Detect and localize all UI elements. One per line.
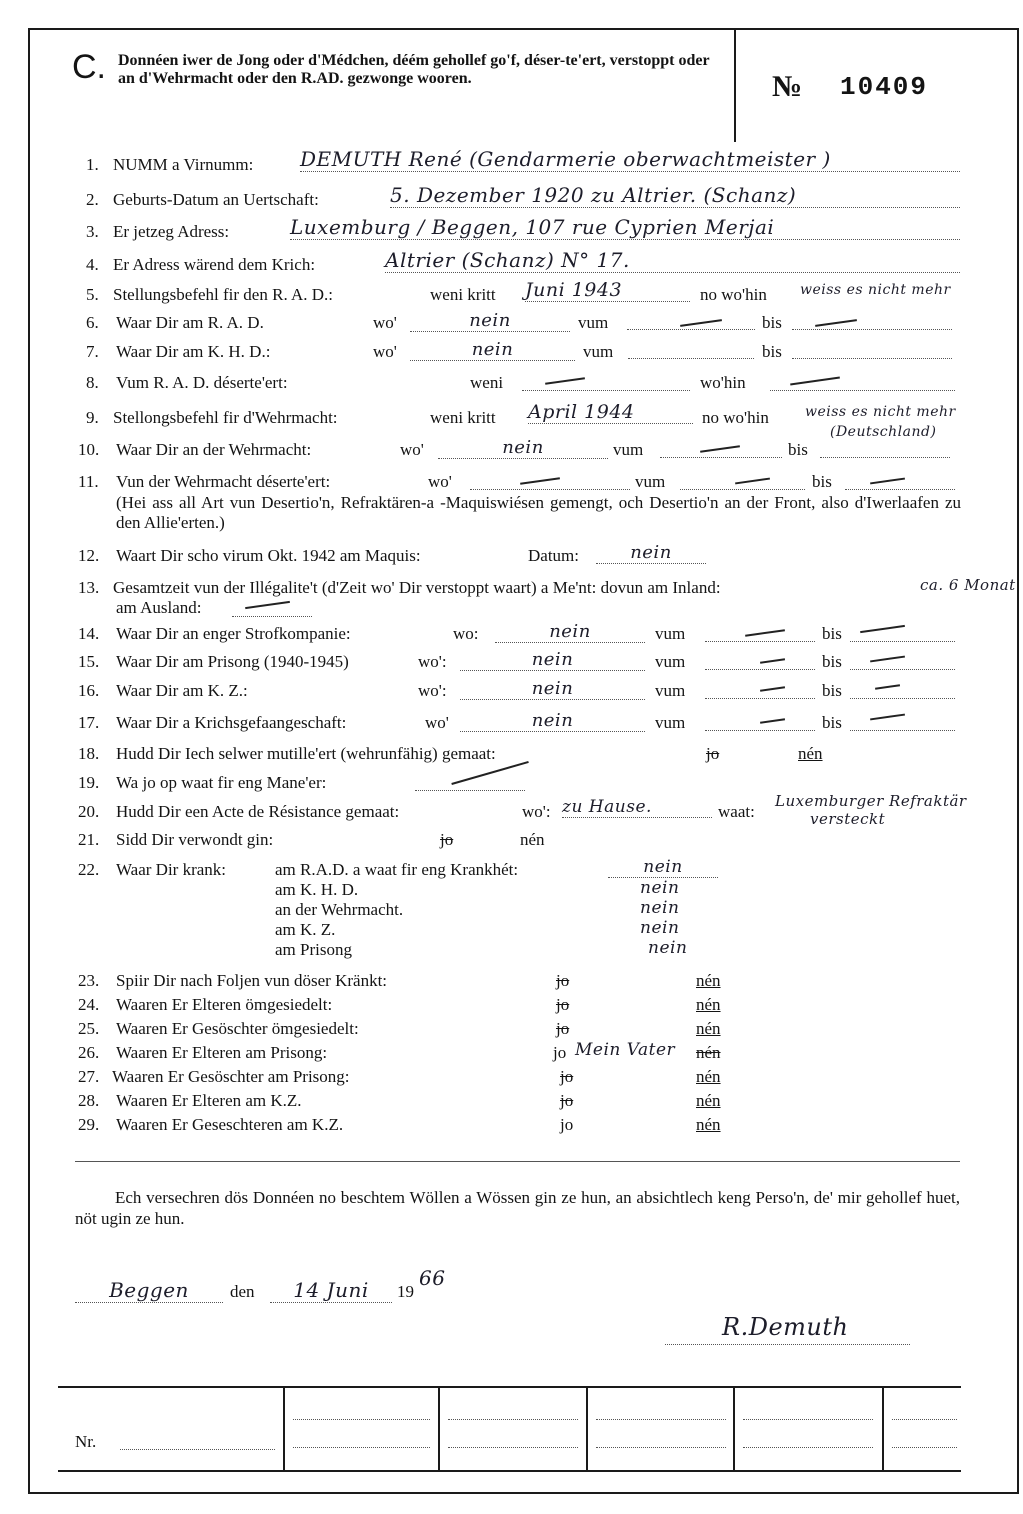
illegality-abroad[interactable] xyxy=(232,612,312,617)
prison-to[interactable] xyxy=(850,665,955,670)
bis-label: bis xyxy=(762,342,782,361)
field-label-sick: Waar Dir krank: xyxy=(116,860,227,879)
bottom-box-divider xyxy=(882,1388,884,1470)
prison-from[interactable] xyxy=(705,665,815,670)
bottom-field[interactable] xyxy=(596,1446,726,1448)
den-label: den xyxy=(230,1282,255,1301)
option-jo[interactable]: jo xyxy=(553,1043,567,1062)
field-label-name: NUMM a Virnumm: xyxy=(113,155,254,174)
signature-date[interactable]: 14 Juni xyxy=(270,1278,392,1303)
bottom-box-divider xyxy=(283,1388,285,1470)
resistance-what[interactable]: Luxemburger Refraktär xyxy=(775,792,967,810)
wo-label: wo': xyxy=(418,681,447,700)
option-jo[interactable]: jo xyxy=(440,830,454,849)
datum-label: Datum: xyxy=(528,546,579,565)
wehrmacht-to[interactable] xyxy=(820,453,950,458)
row-number: 21. xyxy=(78,830,100,849)
penal-company-from[interactable] xyxy=(705,637,815,642)
sick-sub-label: am R.A.D. a waat fir eng Krankhét: xyxy=(275,860,519,879)
field-label-consequences: Spiir Dir nach Foljen vun döser Kränkt: xyxy=(116,971,388,990)
sick-sub-value[interactable]: nein xyxy=(640,898,680,918)
field-label-self-mutilation: Hudd Dir Iech selwer mutille'ert (wehrunfähig) gemaat: xyxy=(116,744,496,763)
rad-where[interactable]: nein xyxy=(410,310,570,332)
vum-label: vum xyxy=(578,313,609,332)
sick-sub-value[interactable]: nein xyxy=(640,918,680,938)
row-number: 18. xyxy=(78,744,100,763)
weni-label: weni kritt xyxy=(430,285,496,304)
wehrmacht-from[interactable] xyxy=(660,453,782,458)
rad-order-date[interactable]: Juni 1943 xyxy=(525,279,690,302)
field-label-rad-desert: Vum R. A. D. déserte'ert: xyxy=(116,373,288,392)
bis-label: bis xyxy=(788,440,808,459)
year-prefix: 19 xyxy=(397,1282,414,1301)
wo-label: wo' xyxy=(373,342,397,361)
row-number: 6. xyxy=(86,313,99,332)
bottom-box-bottom xyxy=(58,1470,961,1472)
field-label-pow: Waar Dir a Krichsgefaangeschaft: xyxy=(116,713,347,732)
option-jo[interactable]: jo xyxy=(560,1115,574,1134)
bottom-box-top xyxy=(58,1386,961,1388)
field-value-name[interactable]: DEMUTH René (Gendarmerie oberwachtmeister ) xyxy=(300,147,960,172)
weni-label: weni kritt xyxy=(430,408,496,427)
field-label-siblings-kz: Waaren Er Geseschteren am K.Z. xyxy=(116,1115,344,1134)
option-jo[interactable]: jo xyxy=(706,744,720,763)
option-nen[interactable]: nén xyxy=(696,971,721,990)
field-label-parents-resettled: Waaren Er Elteren ömgesiedelt: xyxy=(116,995,333,1014)
prison-where[interactable]: nein xyxy=(460,649,645,671)
maquis-date[interactable]: nein xyxy=(596,542,706,564)
row-number: 5. xyxy=(86,285,99,304)
kz-to[interactable] xyxy=(850,694,955,699)
option-jo[interactable]: jo xyxy=(560,1067,574,1086)
resistance-what-detail[interactable]: versteckt xyxy=(810,810,886,828)
nr-label: Nr. xyxy=(75,1432,97,1451)
bottom-field[interactable] xyxy=(892,1446,957,1448)
sick-sub-label: an der Wehrmacht. xyxy=(275,900,404,919)
section-divider xyxy=(75,1161,960,1162)
field-label-war-address: Er Adress wärend dem Krich: xyxy=(113,255,316,274)
field-label-kz: Waar Dir am K. Z.: xyxy=(116,681,248,700)
wo-label: wo' xyxy=(400,440,424,459)
rad-order-place[interactable]: weiss es nicht mehr xyxy=(800,282,951,298)
bottom-field[interactable] xyxy=(596,1418,726,1420)
bottom-field[interactable] xyxy=(743,1446,873,1448)
row-number: 29. xyxy=(78,1115,100,1134)
field-label-illegality: Gesamtzeit vun der Illégalite't (d'Zeit wo' Dir verstoppt waart) a Me'nt: dovun am Inland: xyxy=(113,578,721,597)
option-nen[interactable]: nén xyxy=(696,1091,721,1110)
field-label-manner: Wa jo op waat fir eng Mane'er: xyxy=(116,773,327,792)
signature-place[interactable]: Beggen xyxy=(75,1278,223,1303)
vum-label: vum xyxy=(613,440,644,459)
wo-label: wo' xyxy=(373,313,397,332)
wo-label: wo' xyxy=(425,713,449,732)
number-symbol: № xyxy=(772,70,803,103)
form-title: Donnéen iwer de Jong oder d'Médchen, déém gehollef go'f, déser-te'ert, verstoppt oder an d'Wehrmacht oder den R.AD. gezwonge wooren. xyxy=(118,52,710,87)
wo-label: wo: xyxy=(453,624,479,643)
field-label-parents-kz: Waaren Er Elteren am K.Z. xyxy=(116,1091,302,1110)
field-label-resistance: Hudd Dir een Acte de Résistance gemaat: xyxy=(116,802,400,821)
option-jo[interactable]: jo xyxy=(560,1091,574,1110)
kz-where[interactable]: nein xyxy=(460,678,645,700)
field-label-siblings-resettled: Waaren Er Gesöschter ömgesiedelt: xyxy=(116,1019,359,1038)
kz-from[interactable] xyxy=(705,694,815,699)
row-number: 2. xyxy=(86,190,99,209)
pow-to[interactable] xyxy=(850,726,955,731)
vum-label: vum xyxy=(583,342,614,361)
option-nen[interactable]: nén xyxy=(696,1019,721,1038)
field-label-rad-order: Stellungsbefehl fir den R. A. D.: xyxy=(113,285,334,304)
row-number: 17. xyxy=(78,713,100,732)
pow-from[interactable] xyxy=(705,726,815,731)
section-letter: C. xyxy=(72,48,106,86)
row-number: 12. xyxy=(78,546,100,565)
bis-label: bis xyxy=(822,681,842,700)
wehrmacht-order-date[interactable]: April 1944 xyxy=(528,401,693,424)
wehrmacht-desert-where[interactable] xyxy=(470,485,630,490)
option-nen[interactable]: nén xyxy=(696,995,721,1014)
field-label-birth: Geburts-Datum an Uertschaft: xyxy=(113,190,319,209)
bottom-field[interactable] xyxy=(448,1446,578,1448)
bis-label: bis xyxy=(822,624,842,643)
weni-label: weni xyxy=(470,373,504,392)
row-number: 26. xyxy=(78,1043,100,1062)
pow-where[interactable]: nein xyxy=(460,710,645,732)
wo-label: wo': xyxy=(522,802,551,821)
vum-label: vum xyxy=(655,713,686,732)
parents-prison-note[interactable]: Mein Vater xyxy=(575,1040,676,1060)
vum-label: vum xyxy=(655,681,686,700)
field-label-khd: Waar Dir am K. H. D.: xyxy=(116,342,271,361)
field-label-maquis: Waart Dir scho virum Okt. 1942 am Maquis: xyxy=(116,546,421,565)
option-nen[interactable]: nén xyxy=(696,1043,721,1062)
wehrmacht-order-place[interactable]: weiss es nicht mehr xyxy=(805,404,956,420)
option-nen[interactable]: nén xyxy=(696,1067,721,1086)
row-number: 10. xyxy=(78,440,100,459)
bis-label: bis xyxy=(822,713,842,732)
field-label-penal-company: Waar Dir an enger Strofkompanie: xyxy=(116,624,351,643)
row-number: 25. xyxy=(78,1019,100,1038)
row-number: 23. xyxy=(78,971,100,990)
row-number: 22. xyxy=(78,860,100,879)
penal-company-to[interactable] xyxy=(850,637,955,642)
bottom-field[interactable] xyxy=(293,1418,430,1420)
wehrmacht-where[interactable]: nein xyxy=(438,437,608,459)
bottom-box-divider xyxy=(733,1388,735,1470)
row-number: 16. xyxy=(78,681,100,700)
row-number: 28. xyxy=(78,1091,100,1110)
nr-field[interactable] xyxy=(120,1448,275,1450)
row-number: 19. xyxy=(78,773,100,792)
wehrmacht-desert-to[interactable] xyxy=(845,485,955,490)
sick-sub-label: am K. Z. xyxy=(275,920,336,939)
field-label-wehrmacht-order: Stellongsbefehl fir d'Wehrmacht: xyxy=(113,408,338,427)
field-label-wounded: Sidd Dir verwondt gin: xyxy=(116,830,274,849)
sick-sub-value[interactable]: nein xyxy=(608,857,718,878)
field-label-wehrmacht: Waar Dir an der Wehrmacht: xyxy=(116,440,312,459)
penal-company-where[interactable]: nein xyxy=(495,621,645,643)
khd-where[interactable]: nein xyxy=(410,339,575,361)
wohin-label: no wo'hin xyxy=(702,408,769,427)
row-number: 1. xyxy=(86,155,99,174)
wohin-label: no wo'hin xyxy=(700,285,767,304)
header-divider xyxy=(734,30,736,142)
row-number: 7. xyxy=(86,342,99,361)
option-jo[interactable]: jo xyxy=(556,995,570,1014)
row-number: 11. xyxy=(78,472,99,491)
option-nen[interactable]: nén xyxy=(696,1115,721,1134)
field-value-address[interactable]: Luxemburg / Beggen, 107 rue Cyprien Merjai xyxy=(290,215,960,240)
bottom-box-divider xyxy=(586,1388,588,1470)
bottom-box-divider xyxy=(438,1388,440,1470)
sick-sub-value[interactable]: nein xyxy=(648,938,688,958)
row-number: 9. xyxy=(86,408,99,427)
row-number: 15. xyxy=(78,652,100,671)
declaration-text: Ech versechren dös Donnéen no beschtem Wöllen a Wössen gin ze hun, an absichtlech keng Perso'n, de' mir gehollef huet, nöt ugin ze hun. xyxy=(75,1188,960,1228)
rad-from[interactable] xyxy=(627,325,755,330)
bis-label: bis xyxy=(762,313,782,332)
waat-label: waat: xyxy=(718,802,755,821)
form-number: 10409 xyxy=(840,72,929,102)
sick-sub-label: am Prisong xyxy=(275,940,352,959)
field-label-siblings-prison: Waaren Er Gesöschter am Prisong: xyxy=(112,1067,350,1086)
bis-label: bis xyxy=(812,472,832,491)
option-nen[interactable]: nén xyxy=(520,830,545,849)
row-number: 8. xyxy=(86,373,99,392)
rad-desert-date[interactable] xyxy=(522,386,690,391)
wehrmacht-desert-from[interactable] xyxy=(680,485,805,490)
field-value-war-address[interactable]: Altrier (Schanz) N° 17. xyxy=(385,248,960,273)
vum-label: vum xyxy=(655,624,686,643)
signature: R.Demuth xyxy=(722,1313,849,1341)
field-label-abroad: am Ausland: xyxy=(116,598,202,617)
bis-label: bis xyxy=(822,652,842,671)
khd-to[interactable] xyxy=(792,354,952,359)
illegality-inland[interactable]: ca. 6 Monat xyxy=(920,576,1016,594)
field-label-wehrmacht-desert: Vun der Wehrmacht déserte'ert: xyxy=(116,472,331,491)
wo-label: wo' xyxy=(428,472,452,491)
resistance-where[interactable]: zu Hause. xyxy=(562,797,712,818)
row-number: 3. xyxy=(86,222,99,241)
row-number: 20. xyxy=(78,802,100,821)
bottom-field[interactable] xyxy=(293,1446,430,1448)
row-number: 24. xyxy=(78,995,100,1014)
field-label-parents-prison: Waaren Er Elteren am Prisong: xyxy=(116,1043,328,1062)
field-value-birth[interactable]: 5. Dezember 1920 zu Altrier. (Schanz) xyxy=(390,183,960,208)
vum-label: vum xyxy=(655,652,686,671)
bottom-field[interactable] xyxy=(743,1418,873,1420)
row-number: 13. xyxy=(78,578,100,597)
bottom-field[interactable] xyxy=(892,1418,957,1420)
wehrmacht-order-place-note[interactable]: (Deutschland) xyxy=(830,424,937,440)
rad-desert-place[interactable] xyxy=(770,386,955,391)
field-label-prison: Waar Dir am Prisong (1940-1945) xyxy=(116,652,349,671)
option-jo[interactable]: jo xyxy=(556,971,570,990)
wo-label: wo': xyxy=(418,652,447,671)
row-number: 27. xyxy=(78,1067,100,1086)
option-nen[interactable]: nén xyxy=(798,744,823,763)
year-value[interactable]: 66 xyxy=(419,1266,446,1290)
khd-from[interactable] xyxy=(628,354,754,359)
wohin-label: wo'hin xyxy=(700,373,746,392)
bottom-field[interactable] xyxy=(448,1418,578,1420)
vum-label: vum xyxy=(635,472,666,491)
row-number: 4. xyxy=(86,255,99,274)
signature-line xyxy=(665,1343,910,1345)
field-label-address: Er jetzeg Adress: xyxy=(113,222,230,241)
option-jo[interactable]: jo xyxy=(556,1019,570,1038)
manner-value[interactable] xyxy=(415,786,525,791)
row-number: 14. xyxy=(78,624,100,643)
field-label-rad: Waar Dir am R. A. D. xyxy=(116,313,264,332)
sick-sub-label: am K. H. D. xyxy=(275,880,359,899)
sick-sub-value[interactable]: nein xyxy=(640,878,680,898)
desertion-note: (Hei ass all Art vun Desertio'n, Refraktären-a -Maquiswiésen gemengt, och Desertio'n an der Front, also d'Iwerlaafen zu den Allie'erten.) xyxy=(116,493,961,532)
